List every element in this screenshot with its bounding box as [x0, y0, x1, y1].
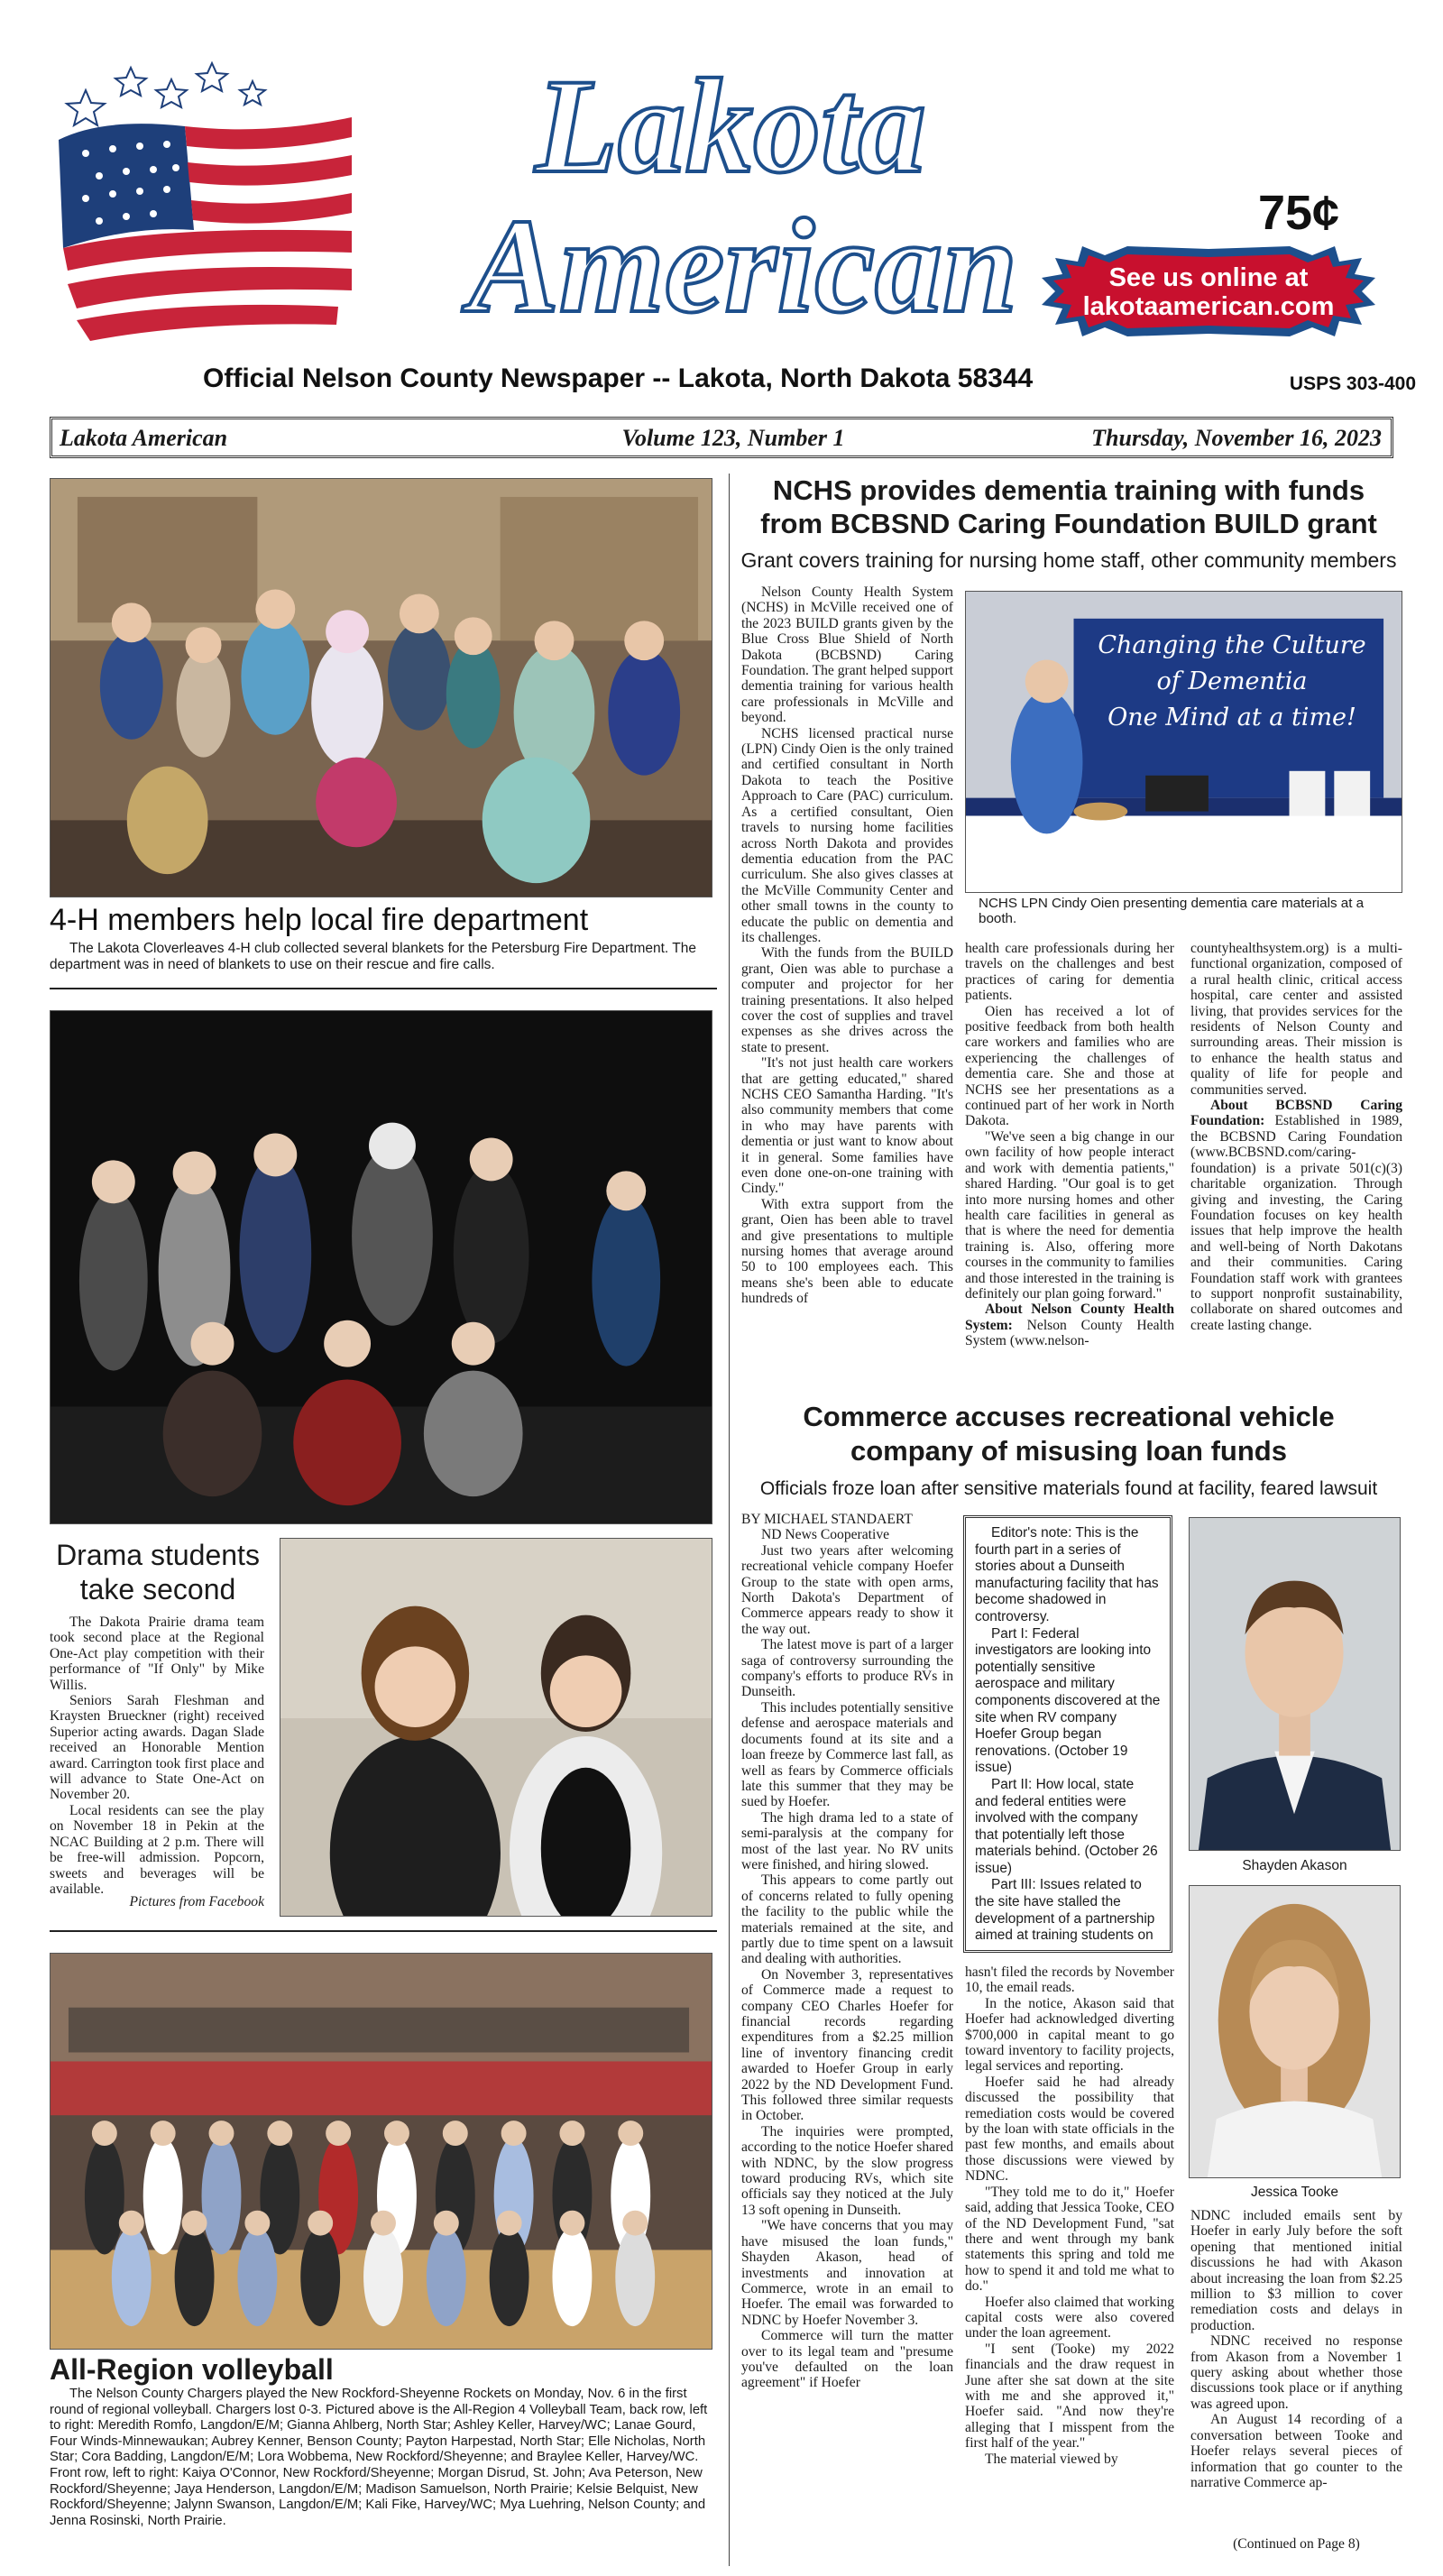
drama-photo-credit: Pictures from Facebook [129, 1894, 264, 1909]
masthead-title-line2: American [469, 191, 1018, 341]
editors-note-paragraph: Part II: How local, state and federal entities were involved with the company that potentially left those materials behind. (October 26 issue) [975, 1776, 1158, 1876]
masthead-title-line1: Lakota [535, 51, 926, 201]
headline-drama-line2: take second [79, 1573, 236, 1605]
commerce-paragraph: NDNC included emails sent by Hoefer in early July before the soft opening that mentioned initial discussions he had with Akason about increasing the loan from $2.25 million to $3 million to cover remediation costs and delays in production. [1190, 2208, 1402, 2333]
divider-left-1 [50, 988, 717, 989]
folio-volume: Volume 123, Number 1 [621, 425, 845, 451]
online-line1: See us online at [1108, 263, 1309, 292]
commerce-paragraph: On November 3, representatives of Commerce made a request to company CEO Charles Hoefer for financial records regarding expenditures from a $2.25 million line of inventory financing credit awarded to Hoefer Group in early 2022 by the ND Development Fund. This followed three similar requests in October. [741, 1966, 953, 2124]
editors-note-text [975, 1525, 1161, 1945]
nchs-paragraph: NCHS licensed practical nurse (LPN) Cindy Oien is the only trained and certified consultant in North Dakota to teach the Positive Approach to Care (PAC) curriculum. As a certified consultant, Oien travels to nursing home facilities across North Dakota and provides dementia education from the PAC curriculum. She also gives classes at the McVille Community Center and other small towns in the county to educate the public on dementia and its challenges. [741, 725, 953, 945]
bcbsnd-about-label: About BCBSND Caring Foundation: [1190, 1098, 1402, 1129]
photo-volleyball-team [50, 1953, 712, 2350]
commerce-paragraph: This appears to come partly out of concerns related to fully opening the facility to the public while the materials remained at the site, and partly due to time spent on a lawsuit and dealing with authorities. [741, 1872, 953, 1967]
headline-volleyball: All-Region volleyball [50, 2353, 334, 2386]
photo-nchs-booth [965, 591, 1402, 893]
byline-org: ND News Cooperative [761, 1527, 890, 1543]
headline-nchs [735, 474, 1402, 540]
nchs-col3 [1190, 941, 1402, 1396]
commerce-paragraph: "I sent (Tooke) my 2022 financials and the draw request in June after she sat down at the site with me and she approved it," Hoefer said. "And now they're alleging that I misspent from the first half of the year." [965, 2341, 1174, 2452]
commerce-paragraph: The inquiries were prompted, according to the notice Hoefer shared with NDNC, by the slow progress toward producing RVs, which site officials say they noticed at the July 13 soft opening in Dunseith. [741, 2123, 953, 2218]
nchs-col2 [965, 941, 1174, 1396]
editors-note-paragraph: Part III: Issues related to the site have stalled the development of a partnership aimed at training students on [975, 1877, 1155, 1944]
american-flag-icon [50, 54, 356, 343]
nchs-paragraph: "We've seen a big change in our own facility of how people interact and work with dementia patients," shared Harding. "Our goal is to get into more nursing homes and other health care facilities in general as that is where the need for dementia training is. Also, offering more courses in the community to families and those interested in the training is definitely our plan going forward." [965, 1128, 1174, 1302]
byline: BY MICHAEL STANDAERT [741, 1512, 913, 1527]
caption-4h: The Lakota Cloverleaves 4-H club collected several blankets for the Petersburg Fire Department. The department was in need of blankets to use on their rescue and fire calls. [50, 941, 696, 972]
online-url-link[interactable]: lakotaamerican.com [1082, 292, 1335, 321]
nchs-paragraph: Oien has received a lot of positive feedback from both health care workers and families who are experiencing the challenges of dementia care. She and those at NCHS see her presentations as a continued part of her work in North Dakota. [965, 1003, 1174, 1129]
caption-akason: Shayden Akason [1242, 1858, 1347, 1873]
nchs-about-label: About Nelson County Health System: [965, 1302, 1174, 1333]
headline-nchs-line2: from BCBSND Caring Foundation BUILD grant [760, 508, 1377, 539]
photo-4h-members [50, 478, 712, 897]
column-separator [729, 474, 730, 2566]
commerce-col2 [965, 1964, 1174, 2555]
photo-jessica-tooke [1189, 1885, 1401, 2178]
folio-paper-name: Lakota American [60, 425, 228, 451]
nchs-about-text: Nelson County Health System (www.nelson- [965, 1317, 1174, 1349]
folio-bar [50, 417, 1393, 458]
caption-volleyball: The Nelson County Chargers played the New Rockford-Sheyenne Rockets on Monday, Nov. 6 in the first round of regional volleyball. Chargers lost 0-3. Pictured above is the All-Region 4 Volleyball Team, back row, left to right: Meredith Romfo, Langdon/E/M; Gianna Ahlberg, North Star; Ashley Keller, Harvey/WC; Lanae Gourd, Four Winds-Minnewaukan; Aubrey Kenner, Benson County; Payton Harpestad, North Star; Elle Nicholas, North Star; Cora Badding, Langdon/E/M; Lora Wobbema, New Rockford/Sheyenne; and Braylee Keller, Harvey/WC. Front row, left to right: Kaiya O'Connor, New Rockford/Sheyenne; Morgan Disrud, St. John; Ava Peterson, New Rockford/Sheyenne; Jaya Henderson, Langdon/E/M; Madison Samuelson, North Prairie; Kelsie Belquist, New Rockford/Sheyenne; Jalynn Swanson, Langdon/E/M; Kali Fike, Harvey/WC; Mya Luehring, Nelson County; and Jenna Rosinski, North Prairie. [50, 2387, 708, 2528]
commerce-paragraph: In the notice, Akason said that Hoefer had acknowledged diverting $700,000 in capital meant to go toward inventory to facility projects, legal services and reporting. [965, 1995, 1174, 2075]
banner-line3: One Mind at a time! [1108, 704, 1356, 731]
commerce-paragraph: The material viewed by [985, 2451, 1118, 2467]
commerce-paragraph: The latest move is part of a larger saga of controversy surrounding the company's efforts to produce RVs in Dunseith. [741, 1637, 953, 1700]
editors-note-box [963, 1515, 1172, 1953]
commerce-paragraph: "We have concerns that you may have misused the loan funds," Shayden Akason, head of investments and innovation at Commerce, wrote in an email to Hoefer. The email was forwarded to NDNC by Hoefer November 3. [741, 2218, 953, 2328]
commerce-paragraph: Commerce will turn the matter over to its legal team and "presume you've defaulted on the loan agreement" if Hoefer [741, 2328, 953, 2391]
folio-date: Thursday, November 16, 2023 [1091, 425, 1382, 451]
nchs-paragraph: "It's not just health care workers that are getting educated," shared NCHS CEO Samantha Harding. "It's also community members that come in who may have parents with dementia or just want to know about it in general. Some families have even done one-on-one training with Cindy." [741, 1055, 953, 1197]
commerce-paragraph: hasn't filed the records by November 10, the email reads. [965, 1964, 1174, 1996]
subhead-nchs: Grant covers training for nursing home staff, other community members [740, 548, 1397, 572]
drama-paragraph: Seniors Sarah Fleshman and Kraysten Brueckner (right) received Superior acting awards. Dagan Slade received an Honorable Mention award. Carrington took first place and will advance to State One-Act on November 20. [50, 1693, 264, 1803]
commerce-paragraph: Hoefer said he had already discussed the possibility that remediation costs would be covered by the loan with state officials in the past few months, and emails about those discussions were viewed by NDNC. [965, 2074, 1174, 2185]
nchs-paragraph: countyhealthsystem.org) is a multi-functional organization, composed of a rural health clinic, critical access hospital, care center and assisted living, that provides services for the residents of Nelson County and surrounding areas. Their mission is to enhance the health status and quality of life for people and communities served. [1190, 941, 1402, 1098]
commerce-paragraph: An August 14 recording of a conversation between Tooke and Hoefer relays several pieces of information that go counter to the narrative Commerce ap- [1190, 2412, 1402, 2490]
commerce-paragraph: This includes potentially sensitive defense and aerospace materials and documents found at its site and a loan freeze by Commerce last fall, as well as fears by Commerce officials late this summer that they may be sued by Hoefer. [741, 1699, 953, 1810]
nchs-paragraph: health care professionals during her travels on the challenges and best practices of caring for dementia patients. [965, 941, 1174, 1004]
nchs-about-paragraph [965, 1302, 1174, 1348]
headline-nchs-line1: NCHS provides dementia training with funds [772, 474, 1365, 506]
masthead [0, 0, 1443, 433]
nchs-col1 [741, 584, 953, 1396]
headline-commerce-line1: Commerce accuses recreational vehicle [803, 1401, 1335, 1432]
nchs-paragraph: Nelson County Health System (NCHS) in McVille received one of the 2023 BUILD grants given by the Blue Cross Blue Shield of North Dakota (BCBSND) Caring Foundation. The grant helped support dementia training for various health care professionals in McVille and beyond. [741, 584, 953, 726]
commerce-paragraph: NDNC received no response from Akason from a November 1 query asking about whether those discussions took place or if anything was agreed upon. [1190, 2333, 1402, 2412]
commerce-paragraph: Just two years after welcoming recreational vehicle company Hoefer Group to the state with open arms, North Dakota's Department of Commerce appears ready to show it the way out. [741, 1542, 953, 1637]
continued-on-page[interactable]: (Continued on Page 8) [1233, 2536, 1360, 2552]
photo-shayden-akason [1189, 1517, 1401, 1851]
photo-drama-group [50, 1010, 712, 1524]
bcbsnd-about-text: Established in 1989, the BCBSND Caring Foundation (www.BCBSND.com/caring-foundation) is a private 501(c)(3) charitable organization. Through giving and investing, the Caring Foundation focuses on key health issues that help improve the health and well-being of North Dakotans and their communities. Caring Foundation staff work with grantees to support nonprofit sustainability, collaborate on shared outcomes and create lasting change. [1190, 1113, 1402, 1333]
commerce-paragraph: The high drama led to a state of semi-paralysis at the company for most of the last year. No RV units were finished, and hiring slowed. [741, 1809, 953, 1872]
commerce-col3 [1190, 2208, 1402, 2524]
banner-line2: of Dementia [1156, 667, 1308, 695]
headline-drama-line1: Drama students [56, 1539, 260, 1571]
dementia-banner [1079, 628, 1385, 736]
commerce-paragraph: Hoefer also claimed that working capital costs were also covered under the loan agreement. [965, 2294, 1174, 2341]
headline-4h: 4-H members help local fire department [50, 903, 589, 937]
headline-drama [50, 1538, 266, 1606]
masthead-tagline: Official Nelson County Newspaper -- Lakota, North Dakota 58344 [203, 363, 1034, 393]
commerce-paragraph: "They told me to do it," Hoefer said, adding that Jessica Tooke, CEO of the ND Development Fund, "sat there and went through my bank statements this spring and told me how to spend it and told me what to do." [965, 2184, 1174, 2295]
nchs-paragraph: With extra support from the grant, Oien has been able to travel and give presentations to multiple nursing homes that average around 50 to 100 employees each. This means she's been able to educate hundreds of [741, 1196, 953, 1307]
photo-drama-awards [280, 1538, 712, 1917]
drama-paragraph: Local residents can see the play on November 18 in Pekin at the NCAC Building at 2 p.m. There will be free-will admission. Popcorn, sweets and beverages will be available. [50, 1802, 264, 1897]
price: 75¢ [1257, 186, 1340, 240]
banner-line1: Changing the Culture [1098, 631, 1366, 659]
subhead-commerce: Officials froze loan after sensitive materials found at facility, feared lawsuit [759, 1478, 1378, 1499]
bcbsnd-about-paragraph [1190, 1098, 1402, 1333]
editors-note-paragraph: Editor's note: This is the fourth part in a series of stories about a Dunseith manufacturing facility that has become shadowed in controversy. [975, 1525, 1159, 1624]
drama-paragraph: The Dakota Prairie drama team took second place at the Regional One-Act play competition with their performance of "If Only" by Mike Willis. [50, 1615, 264, 1693]
nchs-paragraph: With the funds from the BUILD grant, Oien was able to purchase a computer and projector for her training presentations. It also helped cover the cost of supplies and travel expenses as she drives across the state to present. [741, 945, 953, 1055]
commerce-col1 [741, 1512, 953, 2558]
divider-left-2 [50, 1930, 717, 1932]
headline-commerce-line2: company of misusing loan funds [850, 1435, 1287, 1467]
caption-tooke: Jessica Tooke [1250, 2185, 1339, 2200]
drama-body [50, 1615, 264, 1912]
editors-note-paragraph: Part I: Federal investigators are looking into potentially sensitive aerospace and military components discovered at the site when RV company Hoefer Group began renovations. (October 19 issue) [975, 1625, 1161, 1776]
usps-number: USPS 303-400 [1289, 373, 1416, 394]
headline-commerce [735, 1400, 1402, 1468]
online-badge[interactable] [1037, 242, 1380, 341]
caption-nchs-photo: NCHS LPN Cindy Oien presenting dementia care materials at a booth. [979, 896, 1365, 927]
